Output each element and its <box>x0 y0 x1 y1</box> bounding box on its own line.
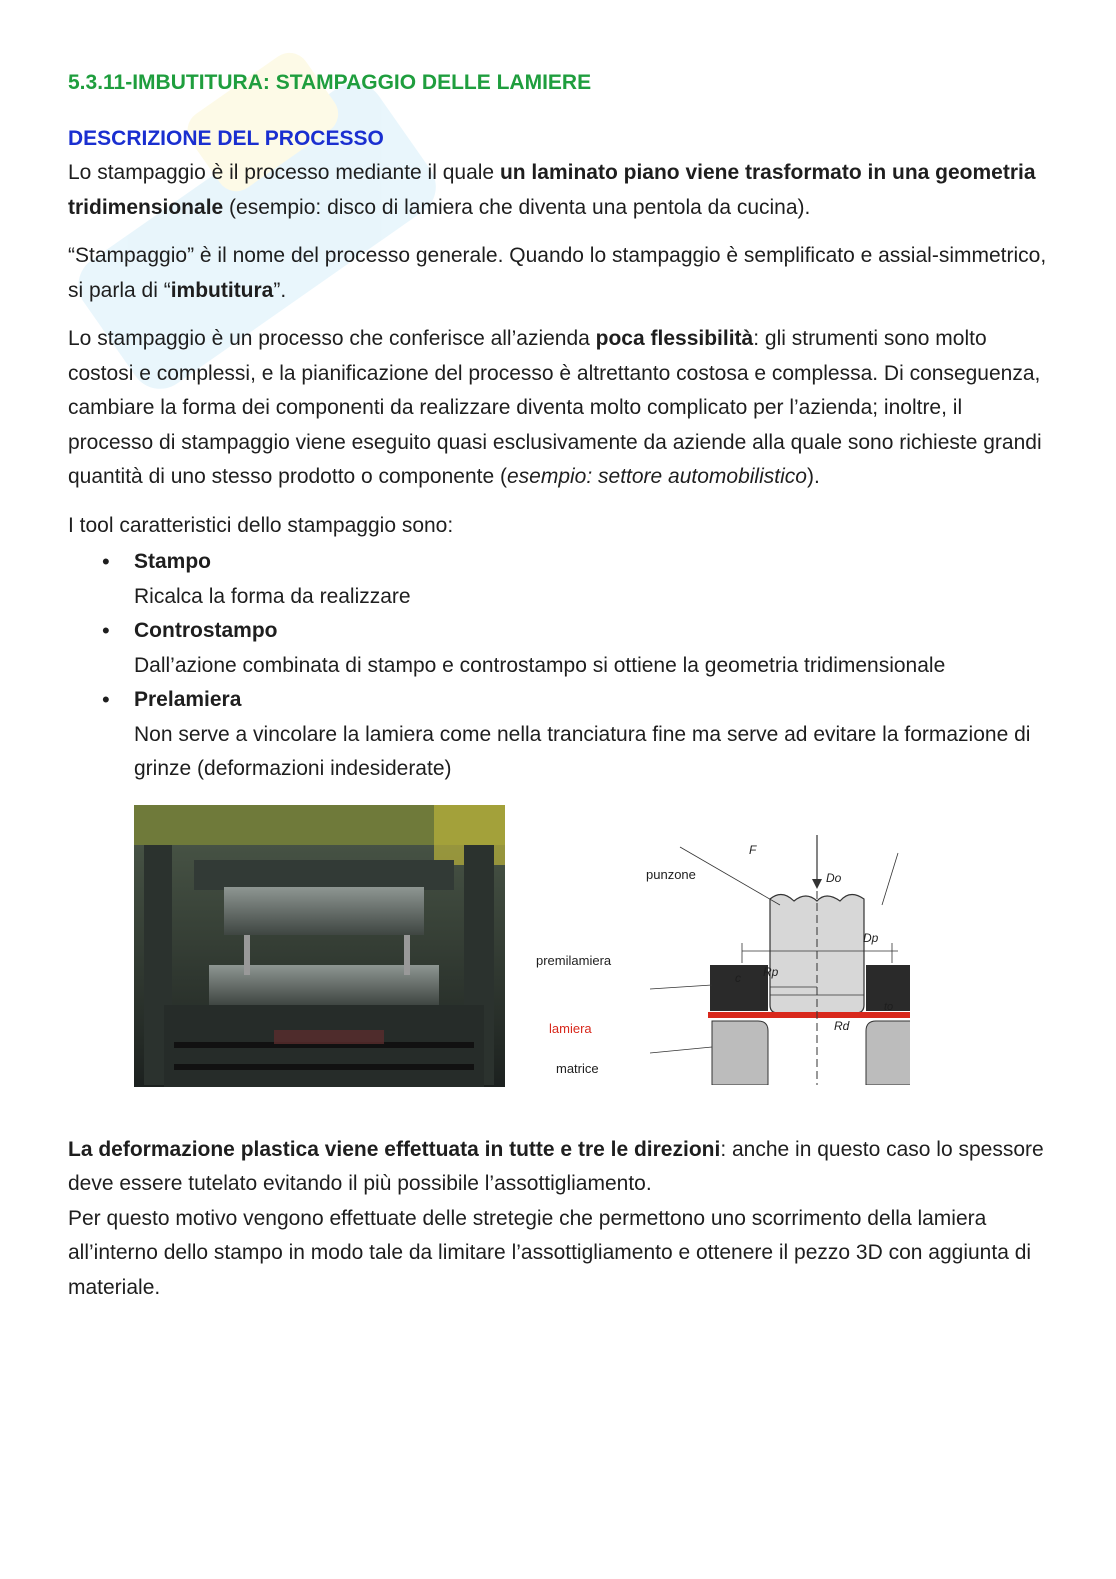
section-heading: 5.3.11-IMBUTITURA: STAMPAGGIO DELLE LAMIERE <box>68 71 592 94</box>
label-Rd: Rd <box>834 1018 850 1033</box>
label-to: to <box>884 1000 894 1013</box>
label-c: c <box>735 970 741 985</box>
list-item: • Stampo Ricalca la forma da realizzare <box>134 545 1048 614</box>
label-premilamiera: premilamiera <box>536 952 612 968</box>
label-matrice: matrice <box>556 1060 599 1076</box>
paragraph-flexibility: Lo stampaggio è un processo che conferisce all’azienda poca flessibilità: gli strumenti sono molto costosi e complessi, e la pianificazione del processo è altrettanto costosa e complessa. Di conseguenza, cambiare la forma dei componenti da realizzare diventa molto complicato per l’azienda; inoltre, il processo di stampaggio viene eseguito quasi esclusivamente da aziende alla quale sono richieste grandi quantità di uno stesso prodotto o componente (esempio: settore automobilistico). <box>68 327 1042 488</box>
label-Rp: Rp <box>763 964 779 979</box>
paragraph-imbutitura: “Stampaggio” è il nome del processo generale. Quando lo stampaggio è semplificato e assial-simmetrico, si parla di “imbutitura”. <box>68 244 1047 302</box>
section-subheading: DESCRIZIONE DEL PROCESSO <box>68 127 384 150</box>
document-page <box>68 66 1048 1305</box>
label-F: F <box>749 842 757 857</box>
list-item: • Controstampo Dall’azione combinata di stampo e controstampo si ottiene la geometria tridimensionale <box>134 614 1048 683</box>
bullet-icon: • <box>102 618 110 643</box>
paragraph-strategies: Per questo motivo vengono effettuate delle stretegie che permettono uno scorrimento della lamiera all’interno dello stampo in modo tale da limitare l’assottigliamento e ottenere il pezzo 3D con aggiunta di materiale. <box>68 1206 1032 1299</box>
label-Dp: Dp <box>863 930 879 945</box>
label-punzone: punzone <box>646 866 696 882</box>
list-item: • Prelamiera Non serve a vincolare la lamiera come nella tranciatura fine ma serve ad evitare la formazione di grinze (deformazioni indesiderate) <box>134 683 1048 787</box>
paragraph-definition: Lo stampaggio è il processo mediante il quale un laminato piano viene trasformato in una geometria tridimensionale (esempio: disco di lamiera che diventa una pentola da cucina). <box>68 161 1036 219</box>
label-lamiera: lamiera <box>549 1020 592 1036</box>
paragraph-deformation: La deformazione plastica viene effettuata in tutte e tre le direzioni: anche in questo caso lo spessore deve essere tutelato evitando il più possibile l’assottigliamento. <box>68 1137 1044 1195</box>
bullet-icon: • <box>102 549 110 574</box>
bullet-icon: • <box>102 687 110 712</box>
press-photo <box>134 805 505 1087</box>
tools-intro: I tool caratteristici dello stampaggio sono: <box>68 513 454 537</box>
label-Do: Do <box>826 870 842 885</box>
tools-list <box>68 545 1048 787</box>
figures-row <box>68 805 1048 1105</box>
